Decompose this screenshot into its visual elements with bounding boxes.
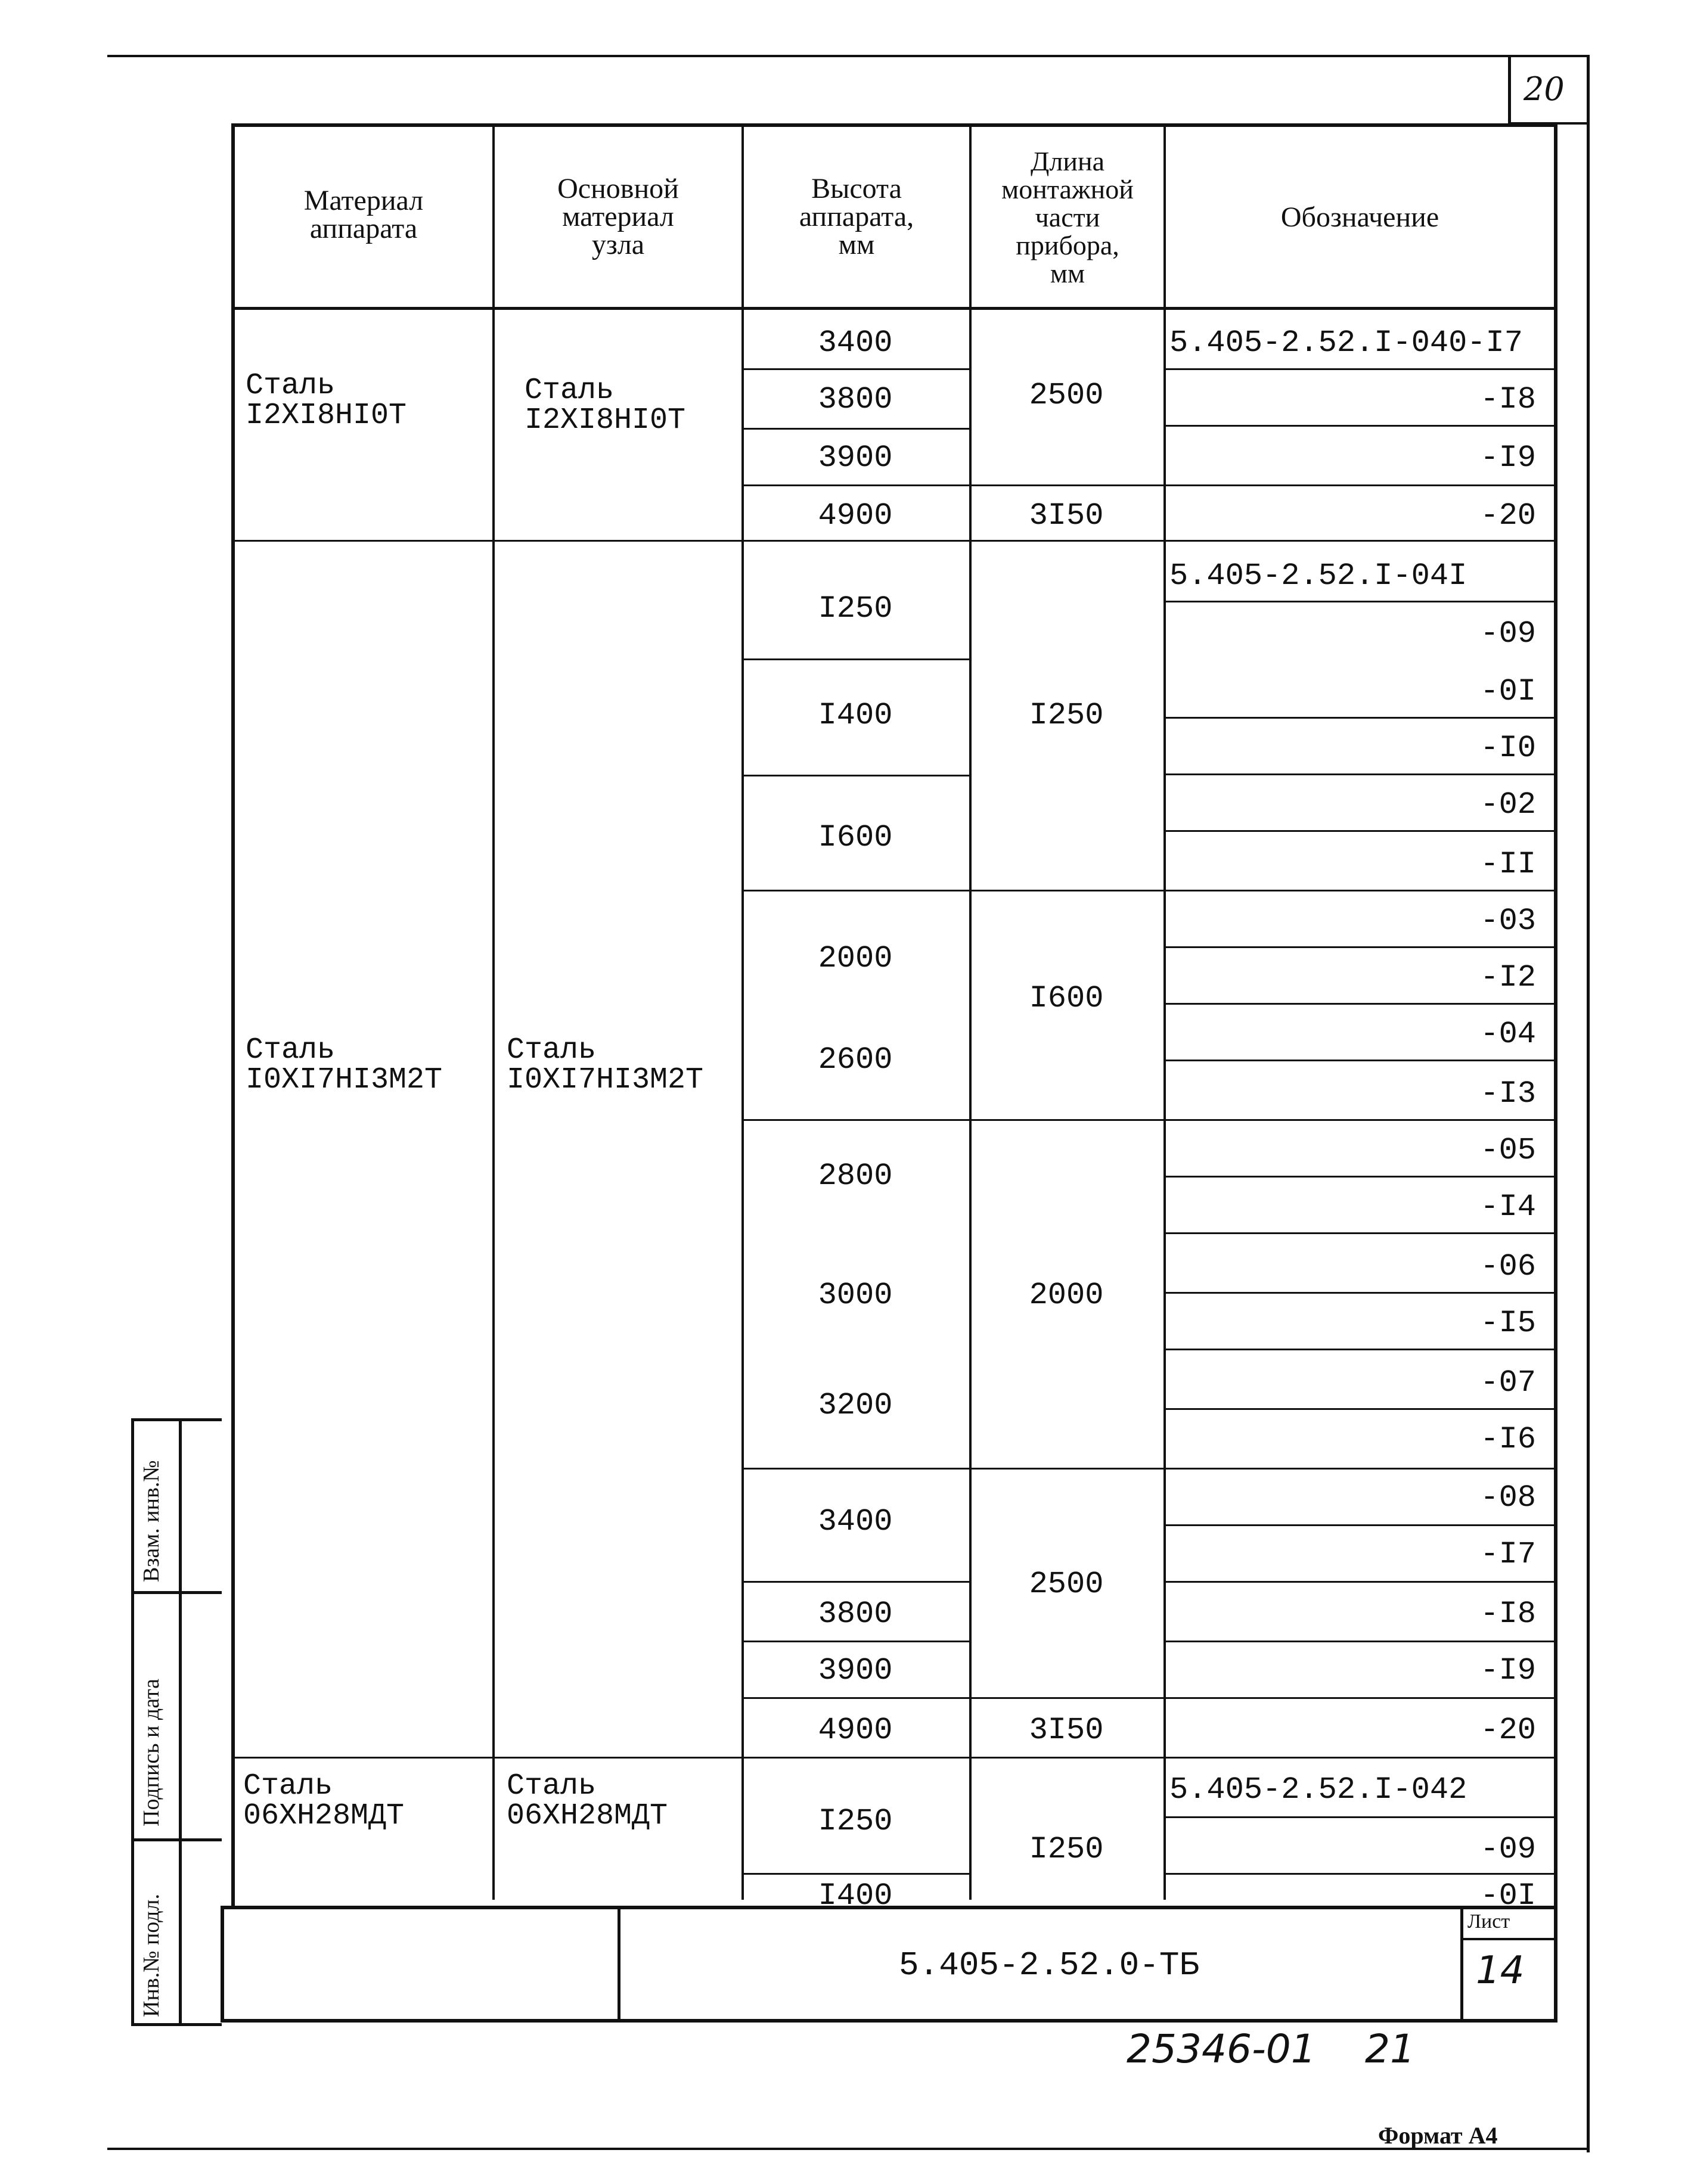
height-cell: I250 bbox=[818, 1804, 893, 1839]
code-row-line bbox=[1163, 1119, 1554, 1121]
right-border-line bbox=[1587, 55, 1590, 2152]
designation-cell: 5.405-2.52.I-04I bbox=[1169, 558, 1467, 594]
header-designation: Обозначение bbox=[1280, 201, 1439, 233]
designation-cell: 5.405-2.52.I-040-I7 bbox=[1169, 325, 1523, 361]
side-strip-divider bbox=[179, 1418, 182, 2026]
code-row-line bbox=[1163, 1697, 1554, 1699]
code-row-line bbox=[1163, 1408, 1554, 1410]
designation-cell: -I8 bbox=[1480, 1596, 1536, 1632]
designation-cell: -06 bbox=[1480, 1249, 1536, 1284]
designation-cell: -02 bbox=[1480, 787, 1536, 822]
h-row-line bbox=[741, 775, 969, 776]
height-cell: I250 bbox=[818, 591, 893, 626]
title-block-divider-1 bbox=[618, 1906, 620, 2023]
height-cell: 3900 bbox=[818, 1653, 893, 1688]
height-cell: 3800 bbox=[818, 382, 893, 417]
h-row-line bbox=[741, 484, 1163, 486]
h-row-line bbox=[741, 1641, 969, 1642]
height-cell: 3400 bbox=[818, 325, 893, 361]
side-label-replaced: Взам. инв.№ bbox=[139, 1460, 164, 1582]
length-cell: 3I50 bbox=[1029, 498, 1104, 533]
height-cell: 3400 bbox=[818, 1504, 893, 1539]
sheet-number: 14 bbox=[1476, 1949, 1525, 1993]
designation-cell: -08 bbox=[1480, 1480, 1536, 1515]
height-cell: 3900 bbox=[818, 440, 893, 476]
code-row-line bbox=[1163, 1292, 1554, 1294]
designation-cell: -0I bbox=[1480, 1878, 1536, 1913]
h-row-line bbox=[741, 1581, 969, 1583]
length-cell: I250 bbox=[1029, 1832, 1104, 1867]
code-row-line bbox=[1163, 1816, 1554, 1818]
title-block bbox=[221, 1906, 1557, 2023]
designation-cell: 5.405-2.52.I-042 bbox=[1169, 1772, 1467, 1807]
designation-cell: -I9 bbox=[1480, 440, 1536, 476]
header-node-material: Основной материал узла bbox=[557, 173, 679, 260]
code-row-line bbox=[1163, 1060, 1554, 1061]
group-sep-1 bbox=[235, 540, 1554, 542]
code-row-line bbox=[1163, 1349, 1554, 1350]
header-material: Материал аппарата bbox=[303, 185, 424, 244]
h-row-line bbox=[741, 1468, 1163, 1470]
designation-cell: -I8 bbox=[1480, 382, 1536, 417]
material-group-2: Сталь I0XI7HI3M2T bbox=[246, 1033, 443, 1097]
length-cell: 3I50 bbox=[1029, 1713, 1104, 1748]
header-length: Длина монтажной части прибора, мм bbox=[1001, 146, 1134, 288]
designation-cell: -03 bbox=[1480, 903, 1536, 939]
height-cell: 3000 bbox=[818, 1278, 893, 1313]
page-number: 20 bbox=[1524, 70, 1565, 108]
code-row-line bbox=[1163, 1581, 1554, 1583]
bottom-border-line bbox=[107, 2148, 1590, 2150]
col-line-1 bbox=[492, 127, 495, 1900]
code-row-line bbox=[1163, 890, 1554, 891]
height-cell: I400 bbox=[818, 698, 893, 733]
code-row-line bbox=[1163, 830, 1554, 832]
main-table bbox=[231, 123, 1557, 1913]
h-row-line bbox=[741, 1873, 969, 1875]
node-material-group-3: Сталь 06XH28MДТ bbox=[507, 1769, 668, 1833]
sheet-label-line bbox=[1460, 1938, 1557, 1940]
code-row-line bbox=[1163, 1524, 1554, 1526]
height-cell: 2600 bbox=[818, 1042, 893, 1077]
designation-cell: -I5 bbox=[1480, 1306, 1536, 1341]
material-group-3: Сталь 06XH28MДТ bbox=[243, 1769, 405, 1833]
height-cell: 3200 bbox=[818, 1388, 893, 1423]
designation-cell: -I2 bbox=[1480, 960, 1536, 995]
code-row-line bbox=[1163, 1176, 1554, 1178]
h-row-line bbox=[741, 1119, 1163, 1121]
h-row-line bbox=[741, 368, 969, 370]
designation-cell: -20 bbox=[1480, 1713, 1536, 1748]
node-material-group-1: Сталь I2XI8HI0T bbox=[525, 374, 686, 437]
col-line-4 bbox=[1163, 127, 1166, 1900]
side-strip-sep-2 bbox=[131, 1838, 222, 1841]
h-row-line bbox=[741, 428, 969, 430]
designation-cell: -0I bbox=[1480, 674, 1536, 709]
document-code: 5.405-2.52.0-ТБ bbox=[899, 1946, 1200, 1984]
h-row-line bbox=[741, 890, 1163, 891]
material-group-1: Сталь I2XI8HI0T bbox=[246, 369, 407, 433]
group-sep-2 bbox=[235, 1757, 1554, 1759]
header-separator bbox=[235, 307, 1554, 310]
height-cell: 3800 bbox=[818, 1596, 893, 1632]
length-cell: 2000 bbox=[1029, 1278, 1104, 1313]
code-row-line bbox=[1163, 1641, 1554, 1642]
handwritten-number: 21 bbox=[1365, 2026, 1415, 2072]
height-cell: I400 bbox=[818, 1878, 893, 1913]
top-border-line bbox=[107, 55, 1590, 57]
code-row-line bbox=[1163, 773, 1554, 775]
designation-cell: -II bbox=[1480, 847, 1536, 882]
page-number-box-left bbox=[1508, 55, 1511, 123]
length-cell: 2500 bbox=[1029, 1567, 1104, 1602]
handwritten-code: 25346-01 bbox=[1127, 2026, 1316, 2072]
length-cell: I250 bbox=[1029, 698, 1104, 733]
title-block-divider-2 bbox=[1460, 1906, 1463, 2023]
code-row-line bbox=[1163, 1873, 1554, 1875]
code-row-line bbox=[1163, 368, 1554, 370]
side-label-inv: Инв.№ подл. bbox=[139, 1893, 164, 2017]
format-label: Формат А4 bbox=[1378, 2122, 1498, 2149]
height-cell: 4900 bbox=[818, 1713, 893, 1748]
code-row-line bbox=[1163, 717, 1554, 719]
designation-cell: -09 bbox=[1480, 616, 1536, 651]
designation-cell: -07 bbox=[1480, 1365, 1536, 1400]
code-row-line bbox=[1163, 1003, 1554, 1005]
code-row-line bbox=[1163, 946, 1554, 948]
designation-cell: -I7 bbox=[1480, 1537, 1536, 1572]
length-cell: 2500 bbox=[1029, 378, 1104, 413]
sheet-label: Лист bbox=[1467, 1910, 1510, 1933]
height-cell: 2000 bbox=[818, 941, 893, 976]
side-label-signature: Подпись и дата bbox=[139, 1678, 164, 1826]
side-strip-sep-1 bbox=[131, 1591, 222, 1594]
node-material-group-2: Сталь I0XI7HI3M2T bbox=[507, 1033, 704, 1097]
col-line-3 bbox=[969, 127, 972, 1900]
h-row-line bbox=[741, 1697, 1163, 1699]
designation-cell: -I6 bbox=[1480, 1422, 1536, 1457]
h-row-line bbox=[741, 658, 969, 660]
designation-cell: -04 bbox=[1480, 1017, 1536, 1052]
code-row-line bbox=[1163, 1232, 1554, 1234]
length-cell: I600 bbox=[1029, 981, 1104, 1016]
designation-cell: -I0 bbox=[1480, 731, 1536, 766]
designation-cell: -I3 bbox=[1480, 1076, 1536, 1111]
code-row-line bbox=[1163, 601, 1554, 602]
designation-cell: -09 bbox=[1480, 1832, 1536, 1867]
designation-cell: -20 bbox=[1480, 498, 1536, 533]
code-row-line bbox=[1163, 1468, 1554, 1470]
height-cell: I600 bbox=[818, 820, 893, 855]
designation-cell: -05 bbox=[1480, 1133, 1536, 1168]
header-height: Высота аппарата, мм bbox=[799, 173, 914, 260]
designation-cell: -I9 bbox=[1480, 1653, 1536, 1688]
col-line-2 bbox=[741, 127, 744, 1900]
height-cell: 2800 bbox=[818, 1158, 893, 1194]
code-row-line bbox=[1163, 425, 1554, 427]
height-cell: 4900 bbox=[818, 498, 893, 533]
designation-cell: -I4 bbox=[1480, 1189, 1536, 1225]
code-row-line bbox=[1163, 484, 1554, 486]
